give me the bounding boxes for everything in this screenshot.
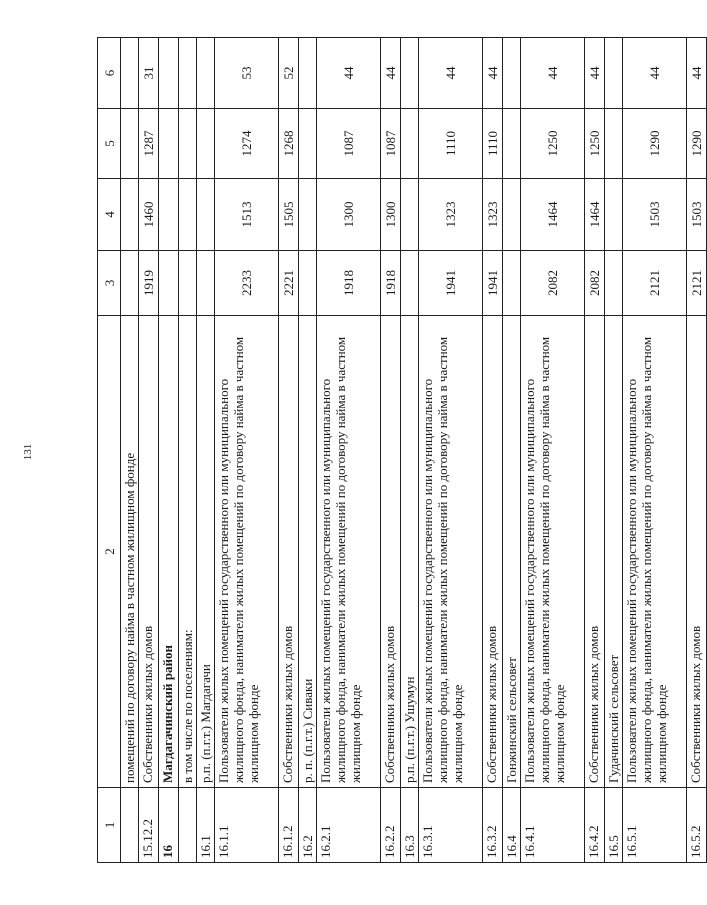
cell-c5: 1110: [419, 109, 483, 179]
cell-code: 15.12.2: [139, 788, 159, 863]
cell-c5: 1268: [279, 109, 299, 179]
cell-c5: [605, 109, 623, 179]
cell-name: Гонжинский сельсовет: [503, 316, 521, 788]
cell-name: Собственники жилых домов: [279, 316, 299, 788]
cell-c4: [179, 179, 197, 251]
cell-c6: 31: [139, 38, 159, 109]
cell-c6: [401, 38, 419, 109]
cell-c3: 2082: [521, 251, 585, 316]
header-cell-5: 5: [98, 109, 121, 179]
cell-c5: 1274: [215, 109, 279, 179]
table-row: [121, 38, 139, 863]
cell-name: Гудачинский сельсовет: [605, 316, 623, 788]
table-row: [605, 38, 623, 863]
cell-code: 16.4.1: [521, 788, 585, 863]
rotated-page: [97, 38, 704, 863]
cell-c5: 1287: [139, 109, 159, 179]
table-row: [623, 38, 687, 863]
cell-name: Собственники жилых домов: [381, 316, 401, 788]
cell-c4: 1503: [623, 179, 687, 251]
cell-c4: 1300: [317, 179, 381, 251]
cell-c6: [159, 38, 179, 109]
cell-name: р.п. (п.г.т.) Ушумун: [401, 316, 419, 788]
table-row: [401, 38, 419, 863]
cell-c4: [197, 179, 215, 251]
table-row: [585, 38, 605, 863]
cell-c3: 1918: [317, 251, 381, 316]
cell-code: 16.5.1: [623, 788, 687, 863]
cell-c4: 1323: [483, 179, 503, 251]
cell-code: 16.3.1: [419, 788, 483, 863]
cell-c6: 44: [585, 38, 605, 109]
cell-c6: [605, 38, 623, 109]
table-row: [381, 38, 401, 863]
cell-name: Пользователи жилых помещений государственного или муниципального жилищного фонда, наниматели жилых помещений по договору найма в частном жилищном фонде: [419, 316, 483, 788]
cell-c5: 1290: [623, 109, 687, 179]
cell-name: Собственники жилых домов: [585, 316, 605, 788]
table-row: [419, 38, 483, 863]
cell-c6: 44: [381, 38, 401, 109]
cell-c5: 1110: [483, 109, 503, 179]
cell-c6: [121, 38, 139, 109]
cell-c4: 1505: [279, 179, 299, 251]
cell-name: р.п. (п.г.т.) Магдагачи: [197, 316, 215, 788]
cell-c3: 1941: [419, 251, 483, 316]
table-row: [139, 38, 159, 863]
cell-name: Пользователи жилых помещений государственного или муниципального жилищного фонда, наниматели жилых помещений по договору найма в частном жилищном фонде: [317, 316, 381, 788]
table-row: [299, 38, 317, 863]
page-number: 131: [22, 443, 34, 461]
cell-c6: 52: [279, 38, 299, 109]
cell-name: Магдагачинский район: [159, 316, 179, 788]
cell-c4: [401, 179, 419, 251]
tariff-table: [97, 37, 707, 863]
cell-code: 16.2.1: [317, 788, 381, 863]
cell-c5: [503, 109, 521, 179]
cell-code: 16.1.2: [279, 788, 299, 863]
cell-c6: [299, 38, 317, 109]
cell-c6: [179, 38, 197, 109]
cell-c6: 44: [623, 38, 687, 109]
table-row: [197, 38, 215, 863]
cell-c5: [159, 109, 179, 179]
table-row: [483, 38, 503, 863]
cell-c6: 44: [521, 38, 585, 109]
cell-name: Собственники жилых домов: [687, 316, 707, 788]
cell-c5: [179, 109, 197, 179]
cell-c3: [197, 251, 215, 316]
cell-c3: 2233: [215, 251, 279, 316]
cell-c5: 1250: [521, 109, 585, 179]
cell-c3: 2121: [687, 251, 707, 316]
table-row: [215, 38, 279, 863]
cell-code: 16.3: [401, 788, 419, 863]
cell-c4: 1464: [521, 179, 585, 251]
cell-c6: 44: [687, 38, 707, 109]
table-body: [98, 38, 707, 863]
cell-c6: [503, 38, 521, 109]
cell-c4: 1460: [139, 179, 159, 251]
cell-c4: [605, 179, 623, 251]
cell-c4: 1503: [687, 179, 707, 251]
cell-code: 16.5.2: [687, 788, 707, 863]
table-row: [317, 38, 381, 863]
cell-name: р. п. (п.г.т.) Сиваки: [299, 316, 317, 788]
cell-c3: 2082: [585, 251, 605, 316]
cell-code: 16.2.2: [381, 788, 401, 863]
cell-c3: [159, 251, 179, 316]
cell-code: 16.4.2: [585, 788, 605, 863]
cell-name: помещений по договору найма в частном жилищном фонде: [121, 316, 139, 788]
cell-name: Пользователи жилых помещений государственного или муниципального жилищного фонда, наниматели жилых помещений по договору найма в частном жилищном фонде: [215, 316, 279, 788]
header-cell-2: 2: [98, 316, 121, 788]
cell-code: 16: [159, 788, 179, 863]
cell-c4: 1464: [585, 179, 605, 251]
cell-c4: [159, 179, 179, 251]
table-row: [521, 38, 585, 863]
cell-code: 16.1.1: [215, 788, 279, 863]
cell-c3: [121, 251, 139, 316]
cell-c3: [401, 251, 419, 316]
cell-c5: [299, 109, 317, 179]
cell-c4: 1323: [419, 179, 483, 251]
cell-c3: [503, 251, 521, 316]
cell-c4: [503, 179, 521, 251]
cell-c3: [605, 251, 623, 316]
cell-c6: 44: [317, 38, 381, 109]
cell-code: 16.1: [197, 788, 215, 863]
cell-c4: 1300: [381, 179, 401, 251]
header-cell-1: 1: [98, 788, 121, 863]
cell-c3: 1919: [139, 251, 159, 316]
cell-code: 16.3.2: [483, 788, 503, 863]
cell-c3: 1918: [381, 251, 401, 316]
cell-c3: [299, 251, 317, 316]
cell-c6: 44: [419, 38, 483, 109]
cell-code: 16.5: [605, 788, 623, 863]
header-cell-3: 3: [98, 251, 121, 316]
cell-name: Пользователи жилых помещений государственного или муниципального жилищного фонда, наниматели жилых помещений по договору найма в частном жилищном фонде: [521, 316, 585, 788]
cell-code: [179, 788, 197, 863]
cell-c5: 1250: [585, 109, 605, 179]
cell-c4: [121, 179, 139, 251]
cell-c4: [299, 179, 317, 251]
table-row: [159, 38, 179, 863]
cell-c3: 2221: [279, 251, 299, 316]
cell-code: 16.2: [299, 788, 317, 863]
cell-c3: 2121: [623, 251, 687, 316]
cell-c6: 44: [483, 38, 503, 109]
cell-c5: [401, 109, 419, 179]
cell-c5: 1087: [381, 109, 401, 179]
table-row: [503, 38, 521, 863]
table-row: [179, 38, 197, 863]
cell-c6: [197, 38, 215, 109]
cell-c6: 53: [215, 38, 279, 109]
cell-code: 16.4: [503, 788, 521, 863]
cell-c5: [197, 109, 215, 179]
cell-name: Собственники жилых домов: [139, 316, 159, 788]
cell-name: в том числе по поселениям:: [179, 316, 197, 788]
table-row: [687, 38, 707, 863]
cell-code: [121, 788, 139, 863]
cell-c5: 1290: [687, 109, 707, 179]
header-cell-6: 6: [98, 38, 121, 109]
table-row: [279, 38, 299, 863]
cell-c4: 1513: [215, 179, 279, 251]
cell-c3: 1941: [483, 251, 503, 316]
cell-name: Собственники жилых домов: [483, 316, 503, 788]
cell-name: Пользователи жилых помещений государственного или муниципального жилищного фонда, наниматели жилых помещений по договору найма в частном жилищном фонде: [623, 316, 687, 788]
cell-c3: [179, 251, 197, 316]
cell-c5: 1087: [317, 109, 381, 179]
cell-c5: [121, 109, 139, 179]
header-cell-4: 4: [98, 179, 121, 251]
table-header-row: [98, 38, 121, 863]
